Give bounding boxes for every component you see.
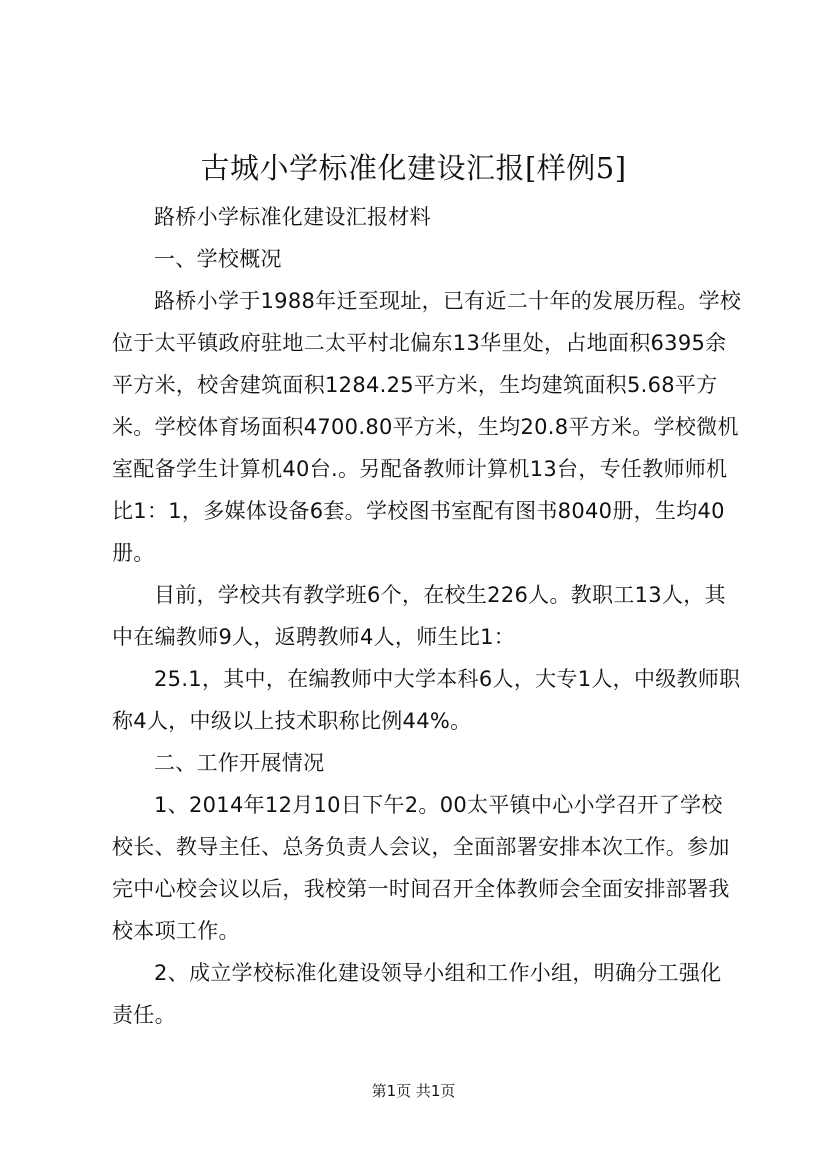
- paragraph-overview: 路桥小学于1988年迁至现址，已有近二十年的发展历程。学校位于太平镇政府驻地二太平村北偏东13华里处，占地面积6395余平方米，校舍建筑面积1284.25平方米，生均建筑面积5.68平方米。学校体育场面积4700.80平方米，生均20.8平方米。学校微机室配备学生计算机40台.。另配备教师计算机13台，专任教师师机比1：1，多媒体设备6套。学校图书室配有图书8040册，生均40册。: [112, 289, 742, 565]
- page-number-footer: 第1页 共1页: [371, 1082, 456, 1100]
- paragraph-work-2: 2、成立学校标准化建设领导小组和工作小组，明确分工强化责任。: [112, 961, 722, 1027]
- document-body: [112, 196, 742, 1036]
- section-heading-overview: 一、学校概况: [154, 247, 282, 271]
- paragraph-subtitle: 路桥小学标准化建设汇报材料: [154, 205, 431, 229]
- section-heading-work: 二、工作开展情况: [154, 751, 325, 775]
- document-title: 古城小学标准化建设汇报[样例5]: [200, 151, 627, 185]
- paragraph-staff: 目前，学校共有教学班6个，在校生226人。教职工13人，其中在编教师9人，返聘教师4人，师生比1：: [112, 583, 726, 649]
- paragraph-staff-ratio: 25.1，其中，在编教师中大学本科6人，大专1人，中级教师职称4人，中级以上技术职称比例44%。: [112, 667, 741, 733]
- paragraph-work-1: 1、2014年12月10日下午2。00太平镇中心小学召开了学校校长、教导主任、总务负责人会议，全面部署安排本次工作。参加完中心校会议以后，我校第一时间召开全体教师会全面安排部署我校本项工作。: [112, 793, 730, 943]
